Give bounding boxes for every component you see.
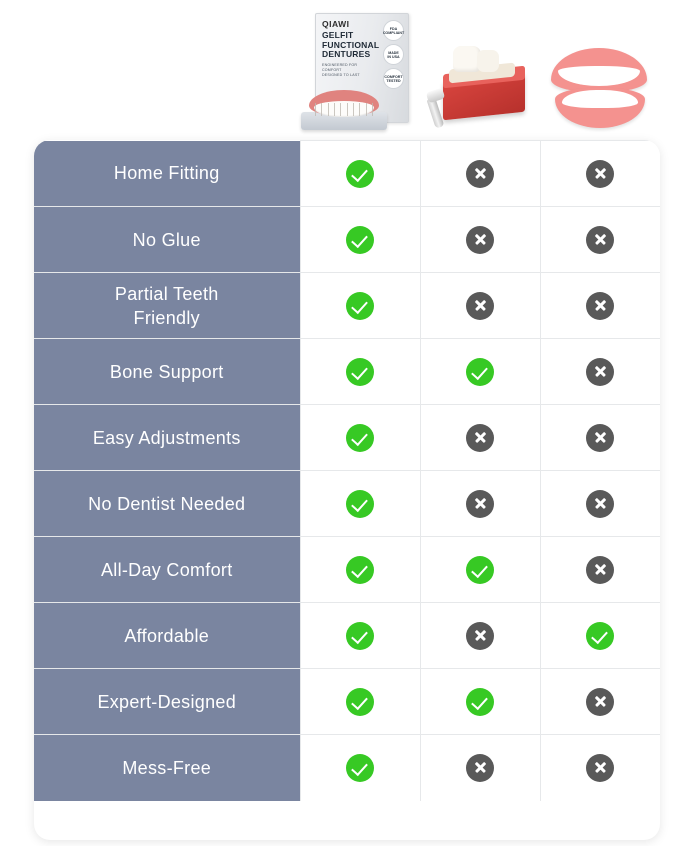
check-icon	[346, 688, 374, 716]
badge-made-in-usa: MADE IN USA	[383, 44, 404, 65]
cross-icon	[466, 292, 494, 320]
badge-group	[383, 20, 404, 89]
feature-label: Bone Support	[34, 339, 300, 405]
comparison-cell	[300, 471, 420, 537]
cross-icon	[586, 556, 614, 584]
comparison-cell	[420, 537, 540, 603]
product-subtitle: ENGINEERED FOR COMFORT DESIGNED TO LAST	[322, 63, 360, 77]
comparison-cell	[540, 405, 660, 471]
comparison-cell	[420, 273, 540, 339]
comparison-cell	[300, 537, 420, 603]
brand-label: QIAWI	[322, 19, 350, 29]
feature-label: Affordable	[34, 603, 300, 669]
comparison-cell	[300, 669, 420, 735]
header-column-gelfit	[300, 0, 420, 140]
cross-icon	[586, 490, 614, 518]
cross-icon	[586, 754, 614, 782]
comparison-cell	[540, 273, 660, 339]
comparison-cell	[540, 207, 660, 273]
header-spacer	[34, 0, 300, 140]
feature-label: Mess-Free	[34, 735, 300, 801]
feature-label: Easy Adjustments	[34, 405, 300, 471]
comparison-table-card	[34, 140, 660, 840]
badge-fda: FDA COMPLIANT	[383, 20, 404, 41]
comparison-cell	[420, 735, 540, 801]
comparison-cell	[300, 207, 420, 273]
header-column-traditional	[540, 0, 660, 140]
feature-label: All-Day Comfort	[34, 537, 300, 603]
cross-icon	[466, 424, 494, 452]
feature-label: Partial Teeth Friendly	[34, 273, 300, 339]
denture-arch-icon	[309, 90, 379, 120]
cross-icon	[586, 688, 614, 716]
cross-icon	[586, 226, 614, 254]
comparison-cell	[300, 603, 420, 669]
traditional-denture-set-icon	[545, 36, 655, 136]
table-row	[34, 339, 660, 405]
table-row	[34, 537, 660, 603]
badge-comfort-tested: COMFORT TESTED	[383, 68, 404, 89]
lower-denture-teeth	[562, 90, 638, 108]
comparison-cell	[300, 339, 420, 405]
check-icon	[586, 622, 614, 650]
comparison-cell	[540, 537, 660, 603]
comparison-table	[34, 140, 660, 801]
comparison-cell	[420, 405, 540, 471]
cross-icon	[466, 754, 494, 782]
gelfit-denture-box-and-tray-icon	[301, 11, 419, 136]
comparison-cell	[540, 471, 660, 537]
table-row	[34, 405, 660, 471]
feature-label: Home Fitting	[34, 141, 300, 207]
product-title: GELFIT FUNCTIONAL DENTURES	[322, 30, 380, 59]
comparison-cell	[420, 603, 540, 669]
comparison-cell	[300, 405, 420, 471]
check-icon	[466, 688, 494, 716]
comparison-cell	[420, 471, 540, 537]
comparison-cell	[420, 339, 540, 405]
check-icon	[466, 556, 494, 584]
table-row	[34, 273, 660, 339]
check-icon	[346, 622, 374, 650]
cross-icon	[466, 490, 494, 518]
cross-icon	[586, 424, 614, 452]
table-row	[34, 471, 660, 537]
product-header-row	[34, 0, 660, 140]
cross-icon	[586, 358, 614, 386]
comparison-cell	[420, 141, 540, 207]
comparison-cell	[540, 339, 660, 405]
feature-label: No Glue	[34, 207, 300, 273]
comparison-cell	[300, 273, 420, 339]
molar-tooth-secondary	[477, 50, 499, 72]
feature-label: Expert-Designed	[34, 669, 300, 735]
comparison-cell	[420, 207, 540, 273]
comparison-cell	[540, 669, 660, 735]
comparison-cell	[540, 603, 660, 669]
dental-implant-model-icon	[425, 36, 535, 136]
check-icon	[346, 226, 374, 254]
cross-icon	[586, 160, 614, 188]
check-icon	[346, 292, 374, 320]
check-icon	[346, 556, 374, 584]
header-column-implant	[420, 0, 540, 140]
check-icon	[466, 358, 494, 386]
check-icon	[346, 754, 374, 782]
teeth-separators	[315, 103, 373, 116]
table-row	[34, 735, 660, 801]
check-icon	[346, 490, 374, 518]
feature-label: No Dentist Needed	[34, 471, 300, 537]
comparison-cell	[540, 735, 660, 801]
table-row	[34, 603, 660, 669]
comparison-cell	[420, 669, 540, 735]
comparison-cell	[300, 735, 420, 801]
table-row	[34, 669, 660, 735]
cross-icon	[466, 160, 494, 188]
cross-icon	[466, 622, 494, 650]
table-row	[34, 141, 660, 207]
cross-icon	[466, 226, 494, 254]
comparison-cell	[300, 141, 420, 207]
table-row	[34, 207, 660, 273]
check-icon	[346, 160, 374, 188]
comparison-cell	[540, 141, 660, 207]
check-icon	[346, 424, 374, 452]
cross-icon	[586, 292, 614, 320]
check-icon	[346, 358, 374, 386]
